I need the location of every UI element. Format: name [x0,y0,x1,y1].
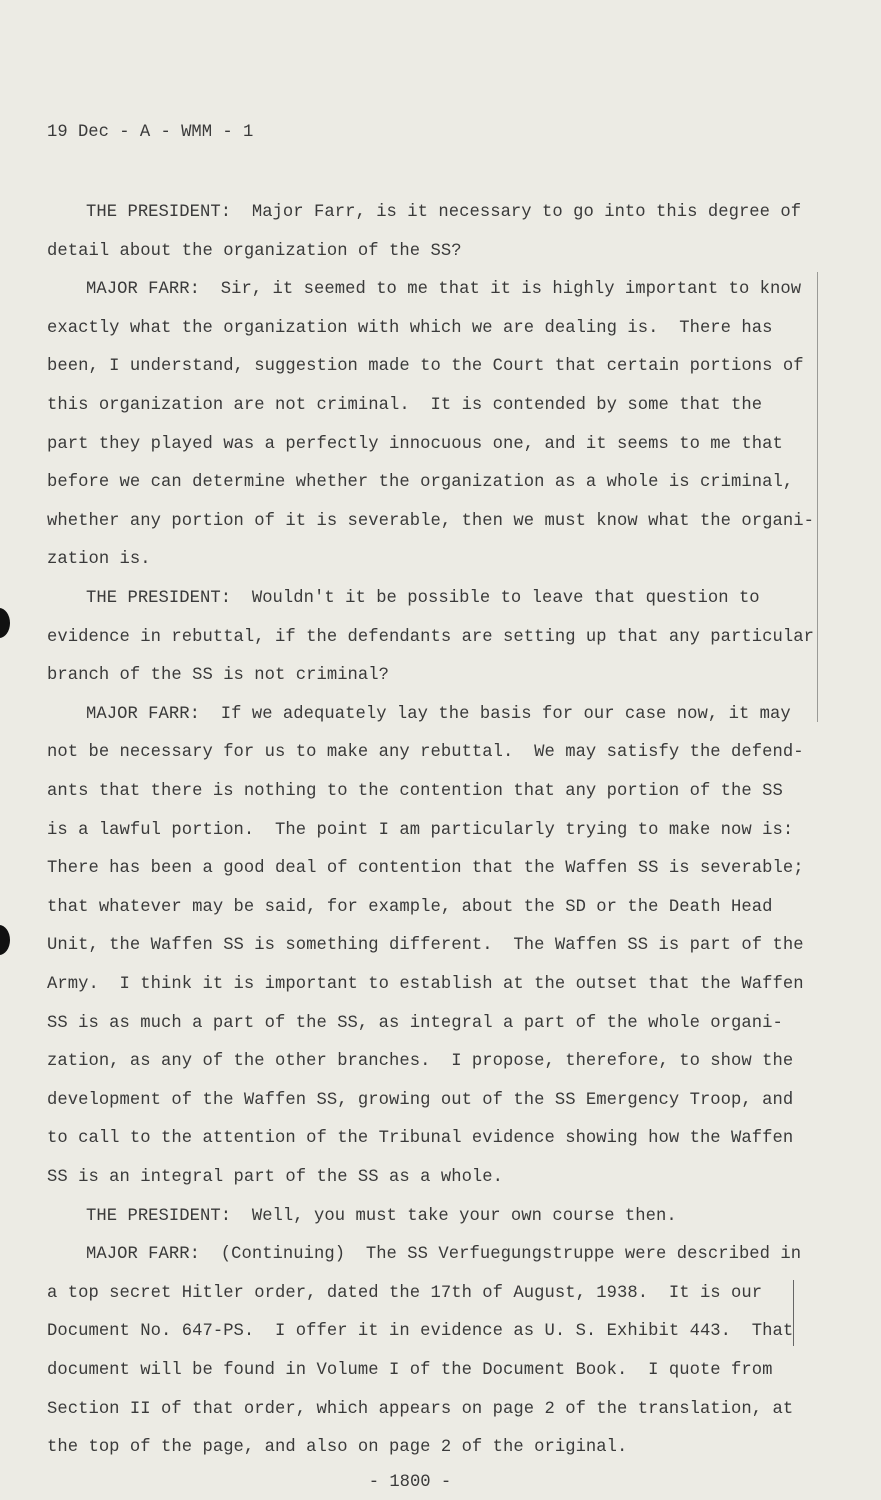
binder-hole-mark [0,925,10,955]
text-line: SS is as much a part of the SS, as integral a part of the whole organi- [47,1013,783,1033]
binder-hole-mark [0,608,10,638]
text-line: not be necessary for us to make any rebuttal. We may satisfy the defend- [47,743,804,763]
text-line: that whatever may be said, for example, about the SD or the Death Head [47,897,773,917]
text-line: branch of the SS is not criminal? [47,666,390,686]
text-line: MAJOR FARR: (Continuing) The SS Verfuegungstruppe were described in [86,1245,802,1265]
text-line: part they played was a perfectly innocuous one, and it seems to me that [47,434,783,454]
margin-line [817,272,818,722]
text-line: Section II of that order, which appears on page 2 of the translation, at [47,1399,794,1419]
text-line: MAJOR FARR: Sir, it seemed to me that it is highly important to know [86,280,802,300]
text-line: Army. I think it is important to establish at the outset that the Waffen [47,975,804,994]
text-line: before we can determine whether the organization as a whole is criminal, [47,473,794,493]
text-line: is a lawful portion. The point I am particularly trying to make now is: [47,820,794,840]
page-header-reference: 19 Dec - A - WMM - 1 [47,123,254,142]
text-line: exactly what the organization with which we are dealing is. There has [47,318,773,338]
text-line: development of the Waffen SS, growing out of the SS Emergency Troop, and [47,1090,794,1110]
text-line: evidence in rebuttal, if the defendants are setting up that any particular [47,627,814,647]
text-line: detail about the organization of the SS? [47,241,462,261]
text-line: the top of the page, and also on page 2 of the original. [47,1438,628,1458]
text-line: to call to the attention of the Tribunal evidence showing how the Waffen [47,1129,794,1149]
text-line: Unit, the Waffen SS is something different. The Waffen SS is part of the [47,936,804,956]
text-line: whether any portion of it is severable, then we must know what the organi- [47,511,814,531]
text-line: been, I understand, suggestion made to the Court that certain portions of [47,357,804,377]
page-number: - 1800 - [368,1473,452,1492]
text-line: this organization are not criminal. It is contended by some that the [47,396,763,415]
text-line: ants that there is nothing to the contention that any portion of the SS [47,782,783,801]
text-line: zation is. [47,550,151,570]
text-line: THE PRESIDENT: Well, you must take your own course then. [86,1206,677,1226]
text-line: Document No. 647-PS. I offer it in evidence as U. S. Exhibit 443. That [47,1322,794,1342]
text-line: MAJOR FARR: If we adequately lay the basis for our case now, it may [86,704,791,724]
text-line: THE PRESIDENT: Wouldn't it be possible to leave that question to [86,589,760,608]
margin-line [793,1280,794,1346]
text-line: SS is an integral part of the SS as a whole. [47,1168,504,1187]
text-line: There has been a good deal of contention that the Waffen SS is severable; [47,859,804,879]
text-line: THE PRESIDENT: Major Farr, is it necessary to go into this degree of [86,203,802,222]
text-line: a top secret Hitler order, dated the 17th of August, 1938. It is our [47,1283,763,1303]
text-line: zation, as any of the other branches. I propose, therefore, to show the [47,1052,794,1072]
text-line: document will be found in Volume I of the Document Book. I quote from [47,1361,773,1380]
